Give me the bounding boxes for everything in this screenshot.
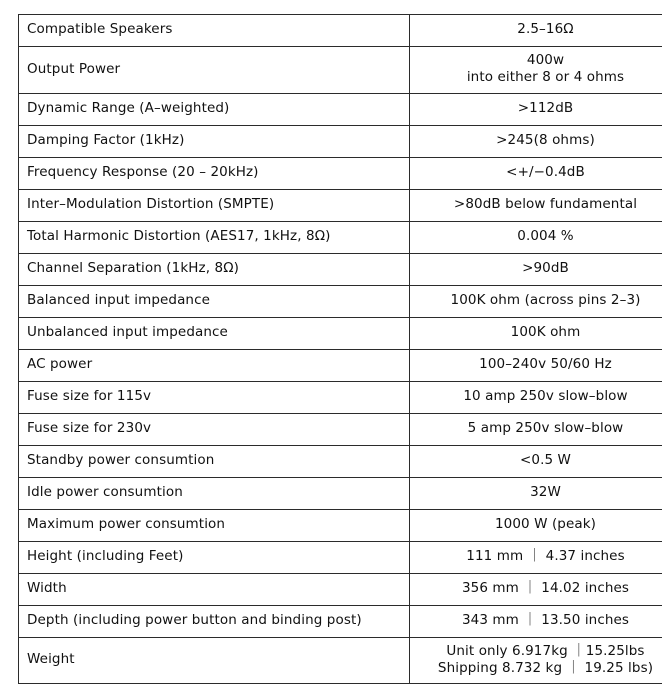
table-row <box>19 285 662 317</box>
table-row <box>19 15 662 47</box>
spec-value <box>410 157 662 189</box>
spec-value-line: 32W <box>418 484 662 501</box>
table-row <box>19 573 662 605</box>
table-row <box>19 381 662 413</box>
table-row <box>19 605 662 637</box>
spec-value-line: <0.5 W <box>418 452 662 469</box>
spec-value-line: 5 amp 250v slow–blow <box>418 420 662 437</box>
spec-label: Fuse size for 230v <box>19 413 410 445</box>
spec-label: Compatible Speakers <box>19 15 410 47</box>
spec-value <box>410 189 662 221</box>
spec-value <box>410 253 662 285</box>
spec-value-line: 0.004 % <box>418 228 662 245</box>
table-row <box>19 221 662 253</box>
spec-value <box>410 637 662 684</box>
spec-value-line: >112dB <box>418 100 662 117</box>
spec-label: Depth (including power button and binding post) <box>19 605 410 637</box>
spec-label: Maximum power consumtion <box>19 509 410 541</box>
spec-value-line: <+/−0.4dB <box>418 164 662 181</box>
table-row <box>19 541 662 573</box>
spec-value-line: 111 mm ｜ 4.37 inches <box>418 548 662 565</box>
spec-value-line: 100K ohm (across pins 2–3) <box>418 292 662 309</box>
spec-value-line: 2.5–16Ω <box>418 21 662 38</box>
spec-label: Idle power consumtion <box>19 477 410 509</box>
spec-label: Unbalanced input impedance <box>19 317 410 349</box>
table-row <box>19 509 662 541</box>
table-row <box>19 253 662 285</box>
spec-value <box>410 541 662 573</box>
spec-label: Height (including Feet) <box>19 541 410 573</box>
spec-label: Damping Factor (1kHz) <box>19 125 410 157</box>
spec-label: AC power <box>19 349 410 381</box>
table-row <box>19 157 662 189</box>
spec-value <box>410 605 662 637</box>
table-row <box>19 93 662 125</box>
spec-value <box>410 381 662 413</box>
spec-label: Total Harmonic Distortion (AES17, 1kHz, 8Ω) <box>19 221 410 253</box>
table-row <box>19 317 662 349</box>
spec-value-line: Unit only 6.917kg ｜15.25lbs <box>418 643 662 660</box>
spec-value <box>410 317 662 349</box>
table-row <box>19 445 662 477</box>
spec-label: Dynamic Range (A–weighted) <box>19 93 410 125</box>
spec-value-line: 400w <box>418 52 662 69</box>
spec-value <box>410 509 662 541</box>
spec-value <box>410 477 662 509</box>
spec-label: Balanced input impedance <box>19 285 410 317</box>
table-body <box>19 15 662 684</box>
spec-value-line: Shipping 8.732 kg ｜ 19.25 lbs) <box>418 660 662 677</box>
table-row <box>19 349 662 381</box>
spec-value-line: >80dB below fundamental <box>418 196 662 213</box>
spec-value <box>410 221 662 253</box>
spec-label: Width <box>19 573 410 605</box>
table-row <box>19 413 662 445</box>
spec-value <box>410 573 662 605</box>
spec-label: Weight <box>19 637 410 684</box>
spec-value <box>410 349 662 381</box>
spec-value-line: >90dB <box>418 260 662 277</box>
spec-label: Frequency Response (20 – 20kHz) <box>19 157 410 189</box>
spec-value <box>410 47 662 94</box>
spec-value-line: 10 amp 250v slow–blow <box>418 388 662 405</box>
spec-value-line: 100K ohm <box>418 324 662 341</box>
spec-value <box>410 93 662 125</box>
table-row <box>19 125 662 157</box>
spec-value <box>410 413 662 445</box>
spec-value-line: 1000 W (peak) <box>418 516 662 533</box>
spec-value-line: >245(8 ohms) <box>418 132 662 149</box>
spec-value-line: 343 mm ｜ 13.50 inches <box>418 612 662 629</box>
spec-value-line: 100–240v 50/60 Hz <box>418 356 662 373</box>
table-row <box>19 189 662 221</box>
table-row <box>19 477 662 509</box>
spec-label: Channel Separation (1kHz, 8Ω) <box>19 253 410 285</box>
spec-label: Output Power <box>19 47 410 94</box>
spec-label: Inter–Modulation Distortion (SMPTE) <box>19 189 410 221</box>
table-row <box>19 47 662 94</box>
spec-value <box>410 445 662 477</box>
spec-value <box>410 285 662 317</box>
spec-value-line: into either 8 or 4 ohms <box>418 69 662 86</box>
spec-value-line: 356 mm ｜ 14.02 inches <box>418 580 662 597</box>
table-row <box>19 637 662 684</box>
spec-value <box>410 125 662 157</box>
spec-value <box>410 15 662 47</box>
spec-label: Standby power consumtion <box>19 445 410 477</box>
specifications-table <box>18 14 662 684</box>
spec-label: Fuse size for 115v <box>19 381 410 413</box>
